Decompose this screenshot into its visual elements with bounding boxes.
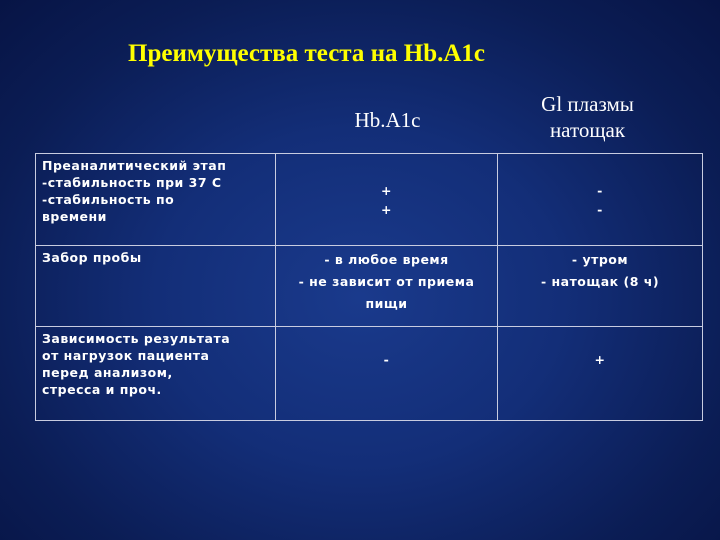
row-label-line: стресса и проч. — [42, 382, 162, 397]
cell-value: - утром — [571, 252, 629, 267]
cell-value: + — [381, 183, 392, 198]
cell-value: пищи — [365, 296, 408, 311]
row-label-line: от нагрузок пациента — [42, 348, 210, 363]
row-label-dependence — [36, 327, 276, 421]
row-label-sampling — [36, 246, 276, 327]
row-label-line: Зависимость результата — [42, 331, 231, 346]
cell-value: - не зависит от приема — [298, 274, 475, 289]
column-header-glucose-line2: натощак — [549, 118, 626, 142]
cell-value: - натощак (8 ч) — [540, 274, 660, 289]
cell-value: - — [597, 202, 603, 217]
column-header-hba1c: Hb.A1c — [354, 108, 421, 132]
cell-gl-dependence — [498, 327, 703, 421]
slide-title: Преимущества теста на Hb.A1c — [128, 40, 486, 67]
table-row — [36, 154, 703, 246]
row-label-line: -стабильность при 37 С — [42, 175, 222, 190]
row-label-line: времени — [42, 209, 107, 224]
table-row — [36, 327, 703, 421]
cell-value: - в любое время — [324, 252, 449, 267]
cell-gl-preanalytic — [498, 154, 703, 246]
cell-hba1c-preanalytic — [276, 154, 498, 246]
row-label-line: Преаналитический этап — [42, 158, 227, 173]
row-label-line: Забор пробы — [42, 250, 142, 265]
column-header-glucose — [500, 91, 675, 143]
row-label-preanalytic — [36, 154, 276, 246]
cell-hba1c-dependence — [276, 327, 498, 421]
cell-value: - — [383, 352, 390, 367]
cell-value: + — [594, 352, 606, 367]
row-label-line: перед анализом, — [42, 365, 173, 380]
row-label-line: -стабильность по — [42, 192, 175, 207]
cell-value: - — [597, 183, 603, 198]
cell-gl-sampling — [498, 246, 703, 327]
cell-hba1c-sampling — [276, 246, 498, 327]
column-header-glucose-line1: Gl плазмы — [541, 92, 634, 116]
comparison-table — [35, 153, 703, 421]
table-row — [36, 246, 703, 327]
cell-value: + — [381, 202, 392, 217]
